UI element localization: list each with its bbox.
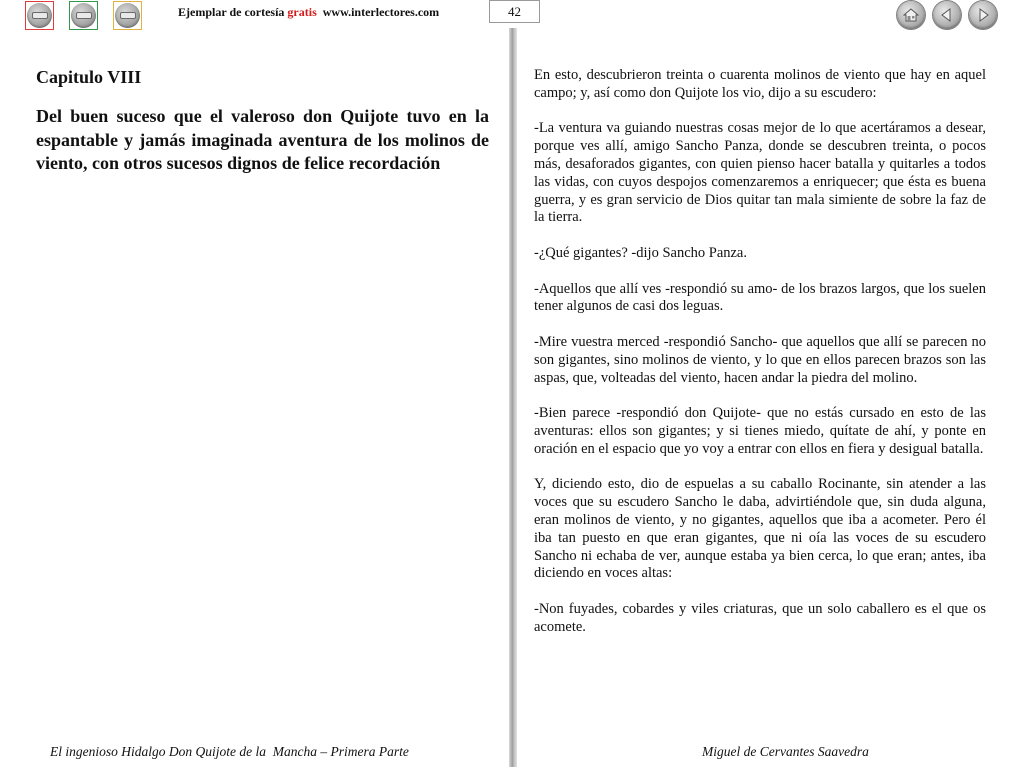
previous-page-button[interactable] bbox=[933, 1, 961, 29]
footer-author: Miguel de Cervantes Saavedra bbox=[702, 744, 869, 759]
minus-button-green[interactable] bbox=[69, 1, 98, 30]
minus-icon bbox=[27, 3, 52, 28]
home-button[interactable] bbox=[897, 1, 925, 29]
courtesy-banner bbox=[178, 5, 439, 20]
minus-icon bbox=[71, 3, 96, 28]
minus-icon bbox=[115, 3, 140, 28]
previous-page-icon bbox=[939, 7, 955, 23]
minus-button-red[interactable] bbox=[25, 1, 54, 30]
paragraph: Y, diciendo esto, dio de espuelas a su caballo Rocinante, sin atender a las voces que su escudero Sancho le daba, advirtiéndole que, sin duda alguna, eran molinos de viento, y no gigantes, aquellos que iba a acometer. Pero él iba tan puesto en que eran gigantes, que ni oía las voces de su escudero Sancho ni echaba de ver, aunque estaba ya bien cerca, lo que eran; antes, iba diciendo en voces altas: bbox=[534, 476, 986, 582]
chapter-subtitle: Del buen suceso que el valeroso don Quijote tuvo en la espantable y jamás imaginada aventura de los molinos de viento, con otros sucesos dignos de felice recordación bbox=[36, 105, 489, 174]
paragraph: -Mire vuestra merced -respondió Sancho- que aquellos que allí se parecen no son gigantes, sino molinos de viento, y lo que en ellos parecen brazos son las aspas, que, volteadas del viento, hacen andar la piedra del molino. bbox=[534, 333, 986, 386]
right-page bbox=[534, 67, 986, 654]
paragraph: -Non fuyades, cobardes y viles criaturas, que un solo caballero es el que os acomete. bbox=[534, 600, 986, 635]
book-spine bbox=[509, 28, 517, 767]
paragraph: -¿Qué gigantes? -dijo Sancho Panza. bbox=[534, 244, 747, 261]
next-page-icon bbox=[975, 7, 991, 23]
left-page bbox=[36, 67, 489, 176]
next-page-button[interactable] bbox=[969, 1, 997, 29]
courtesy-site: www.interlectores.com bbox=[316, 5, 440, 19]
courtesy-gratis: gratis bbox=[287, 5, 317, 19]
home-icon bbox=[903, 7, 919, 23]
chapter-title: Capitulo VIII bbox=[36, 67, 142, 87]
minus-button-yellow[interactable] bbox=[113, 1, 142, 30]
paragraph: -La ventura va guiando nuestras cosas mejor de lo que acertáramos a desear, porque ves allí, amigo Sancho Panza, donde se descubren treinta, o pocos más, desaforados gigantes, con quien pienso hacer batalla y quitarles a todos las vidas, con cuyos despojos comenzaremos a enriquecer; que ésta es buena guerra, y es gran servicio de Dios quitar tan mala simiente de sobre la faz de la tierra. bbox=[534, 120, 986, 226]
page-number-field[interactable]: 42 bbox=[489, 0, 540, 23]
footer-book-title: El ingenioso Hidalgo Don Quijote de la Mancha – Primera Parte bbox=[50, 744, 409, 759]
paragraph: -Aquellos que allí ves -respondió su amo- de los brazos largos, que los suelen tener algunos de casi dos leguas. bbox=[534, 280, 986, 315]
courtesy-prefix: Ejemplar de cortesía bbox=[178, 5, 288, 19]
paragraph: En esto, descubrieron treinta o cuarenta molinos de viento que hay en aquel campo; y, así como don Quijote los vio, dijo a su escudero: bbox=[534, 67, 986, 101]
paragraph: -Bien parece -respondió don Quijote- que no estás cursado en esto de las aventuras: ellos son gigantes; y si tienes miedo, quítate de ahí, y ponte en oración en el espacio que yo voy a entrar con ellos en fiera y desigual batalla. bbox=[534, 405, 986, 457]
